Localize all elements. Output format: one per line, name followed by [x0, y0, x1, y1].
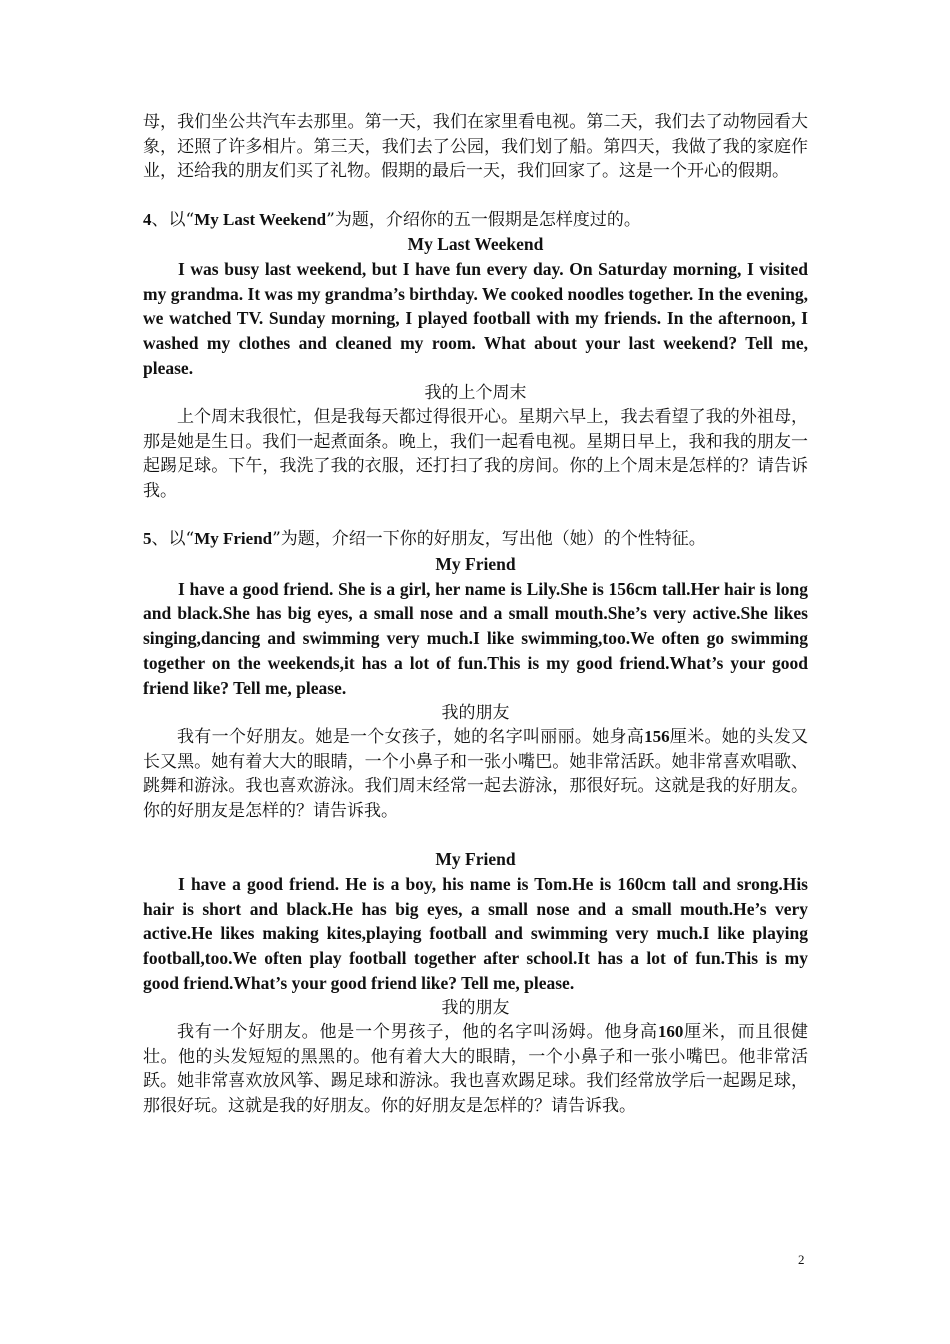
height-number: 156: [644, 727, 670, 747]
question-5-prefix: 、以“: [151, 529, 195, 550]
essay-title-en: My Friend: [435, 553, 516, 574]
essay-body-en: I have a good friend. He is a boy, his name is Tom.He is 160cm tall and srong.His hair is short and black.He has big eyes, a small nose and a small mouth.He’s very active.He likes making kites,playing football and swimming very much.I like playing football,too.We often play football together after school.It has a lot of fun.This is my good friend.What’s your good friend like? Tell me, please.: [143, 873, 808, 994]
spacer: [143, 184, 808, 208]
question-4-number: 4: [143, 209, 152, 229]
spacer: [143, 823, 808, 847]
question-5-topic: My Friend: [194, 529, 273, 549]
intro-tail-paragraph: 母，我们坐公共汽车去那里。第一天，我们在家里看电视。第二天，我们去了动物园看大象，还照了许多相片。第三天，我们去了公园，我们划了船。第四天，我做了我的家庭作业，还给我的朋友们买了礼物。假期的最后一天，我们回家了。这是一个开心的假期。: [143, 112, 808, 181]
essay-body-cn: [143, 1020, 808, 1118]
question-4-topic: My Last Weekend: [194, 209, 327, 229]
essay-body-cn-part: 我有一个好朋友。她是一个女孩子，她的名字叫丽丽。她身高: [177, 727, 645, 748]
essay-title-cn: 我的上个周末: [424, 382, 527, 403]
essay-title-cn: 我的朋友: [441, 702, 510, 723]
question-4-prefix: 、以“: [151, 209, 195, 230]
document-page: [143, 110, 808, 1118]
question-5-number: 5: [143, 529, 152, 549]
question-5-suffix: ”为题，介绍一下你的好朋友，写出他（她）的个性特征。: [272, 529, 706, 550]
essay-body-cn-part: 厘米，而且很健壮。他的头发短短的黑黑的。他有着大大的眼睛，一个小鼻子和一张小嘴巴。他非常活跃。她非常喜欢放风筝、踢足球和游泳。我也喜欢踢足球。我们经常放学后一起踢足球，那很好玩。这就是我的好朋友。你的好朋友是怎样的？请告诉我。: [143, 1022, 809, 1116]
essay-body-en: I was busy last weekend, but I have fun every day. On Saturday morning, I visited my grandma. It was my grandma’s birthday. We cooked noodles together. In the evening, we watched TV. Sunday morning, I played football with my friends. In the afternoon, I washed my clothes and cleaned my room. What about your last weekend? Tell me, please.: [143, 258, 808, 378]
essay-body-en: I have a good friend. She is a girl, her name is Lily.She is 156cm tall.Her hair is long and black.She has big eyes, a small nose and a small mouth.She’s very active.She likes singing,dancing and swimming very much.I like swimming,too.We often go swimming together on the weekends,it has a lot of fun.This is my good friend.What’s your good friend like? Tell me, please.: [143, 578, 808, 698]
essay-body-cn: [143, 725, 808, 823]
spacer: [143, 503, 808, 527]
height-number: 160: [657, 1022, 684, 1042]
essay-body-cn: 上个周末我很忙，但是我每天都过得很开心。星期六早上，我去看望了我的外祖母，那是她是生日。我们一起煮面条。晚上，我们一起看电视。星期日早上，我和我的朋友一起踢足球。下午，我洗了我的衣服，还打扫了我的房间。你的上个周末是怎样的？请告诉我。: [143, 407, 808, 501]
essay-body-cn-part: 我有一个好朋友。他是一个男孩子，他的名字叫汤姆。他身高: [177, 1022, 658, 1043]
essay-title-en: My Friend: [435, 849, 516, 870]
question-5: [143, 527, 808, 552]
question-4-suffix: ”为题，介绍你的五一假期是怎样度过的。: [326, 209, 641, 230]
essay-title-cn: 我的朋友: [441, 997, 510, 1018]
page-number: 2: [798, 1252, 805, 1267]
question-4: [143, 208, 808, 233]
essay-title-en: My Last Weekend: [407, 234, 544, 254]
essay-body-cn-part: 厘米。她的头发又长又黑。她有着大大的眼睛，一个小鼻子和一张小嘴巴。她非常活跃。她非常喜欢唱歌、跳舞和游泳。我也喜欢游泳。我们周末经常一起去游泳，那很好玩。这就是我的好朋友。你的好朋友是怎样的？请告诉我。: [143, 727, 809, 821]
